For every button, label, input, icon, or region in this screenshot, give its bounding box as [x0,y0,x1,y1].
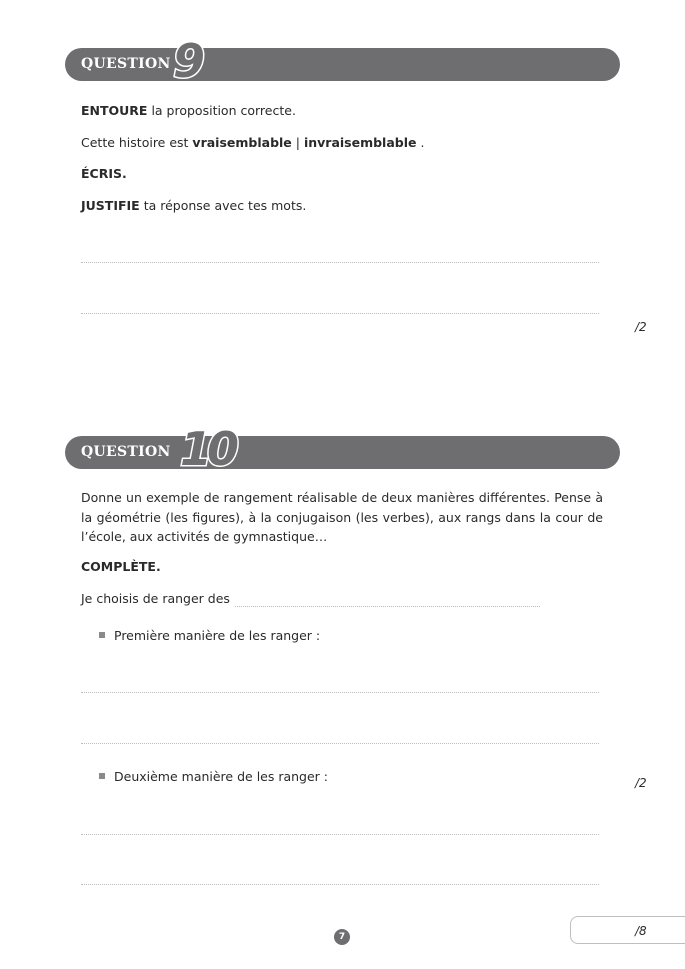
q9-instruction-circle-text: la proposition correcte. [147,103,296,118]
q10-first-way-line-2[interactable] [81,743,599,744]
q9-answer-line-2[interactable] [81,313,599,314]
square-bullet-icon [99,773,105,779]
q9-instruction-write [81,166,127,181]
total-score: /8 [635,924,647,938]
question-9-number: 9 [173,34,201,88]
q9-score: /2 [635,320,647,334]
q10-instruction-complete [81,559,161,574]
q10-paragraph: Donne un exemple de rangement réalisable de deux manières différentes. Pense à la géométrie (les figures), à la conjugaison (les verbes), aux rangs dans la cour de l’école, aux activités de gymnastique… [81,490,603,544]
q9-instruction-circle [81,103,296,118]
q10-choose-blank[interactable] [235,606,540,607]
q10-first-way [99,628,320,643]
q10-first-way-text: Première manière de les ranger : [114,628,321,643]
q10-choose-text: Je choisis de ranger des [81,591,230,606]
question-10-label: QUESTION [81,444,171,460]
question-10-number: 10 [180,422,235,476]
q9-instruction-justify-verb: JUSTIFIE [81,198,140,213]
q9-statement-start: Cette histoire est [81,135,193,150]
q10-choose-row [81,591,540,607]
q9-instruction-justify-text: ta réponse avec tes mots. [139,198,307,213]
question-10-header [65,422,620,476]
q10-second-way-line-2[interactable] [81,884,599,885]
q10-second-way [99,769,328,784]
total-score-box [570,916,685,944]
q9-option-implausible[interactable]: invraisemblable [303,135,417,150]
question-9-label: QUESTION [81,56,171,72]
q10-instruction-complete-verb: COMPLÈTE. [81,559,161,574]
q9-instruction-write-verb: ÉCRIS. [81,166,127,181]
q10-first-way-line-1[interactable] [81,692,599,693]
question-9-header [65,34,620,88]
q9-instruction-justify [81,198,306,213]
q9-instruction-circle-verb: ENTOURE [81,103,148,118]
q10-score: /2 [635,776,647,790]
q9-statement-end: . [416,135,425,150]
q10-second-way-line-1[interactable] [81,834,599,835]
q10-second-way-text: Deuxième manière de les ranger : [114,769,329,784]
q9-statement [81,135,424,150]
q9-option-separator: | [291,135,304,150]
page-number: 7 [334,929,350,945]
q9-option-plausible[interactable]: vraisemblable [192,135,292,150]
q9-answer-line-1[interactable] [81,262,599,263]
square-bullet-icon [99,632,105,638]
